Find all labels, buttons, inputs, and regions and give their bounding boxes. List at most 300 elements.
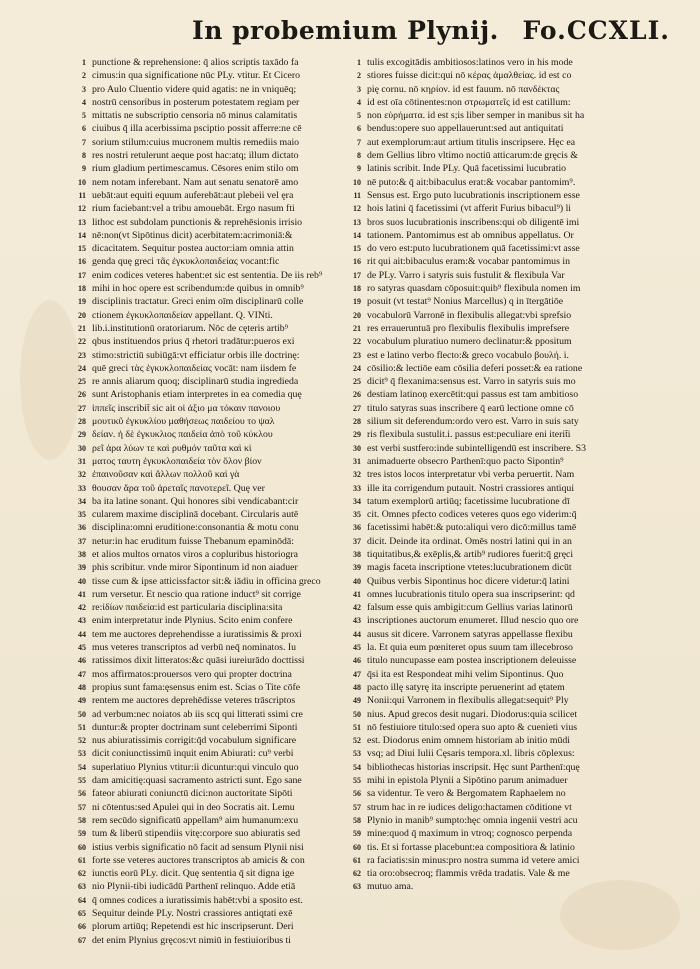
text-line [345,827,665,840]
text-line [70,96,340,109]
line-text: inscriptiones auctorum enumeret. Illud nescio quo ore [367,615,579,627]
text-line [70,428,340,441]
text-line [70,149,340,162]
text-line [345,229,665,242]
line-text: ἐπαινοῦσαν καὶ ἄλλων πολλοῦ καὶ γὰ [92,469,240,481]
line-number: 3 [82,84,86,94]
text-line [70,588,340,601]
folio-number: Fo.CCXLI. [522,16,670,45]
line-number: 28 [78,417,86,427]
line-text: ro satyras quasdam cōposuit:quib⁹ flexibula nomen im [367,283,581,295]
line-number: 59 [353,829,361,839]
line-text: det enim Plynius gręcos:vt nimiū in festiuioribus ti [92,934,291,946]
text-line [70,548,340,561]
text-line [70,202,340,215]
line-text: tum & liberū stipendiis vitę:corpore suo abiuratis sed [92,828,301,840]
line-text: lithoc est subdolam punctionis & reprehēsionis irrisio [92,216,303,228]
line-number: 46 [78,656,86,666]
line-number: 9 [357,164,361,174]
line-text: pro Aulo Cluentio videre quid agatis: ne in vniquēq; [92,83,297,95]
line-number: 11 [353,190,361,200]
line-text: quē greci τὰς ἐγκυκλοπαιδείας vocāt: nam iisdem fe [92,362,297,374]
line-number: 12 [353,204,361,214]
line-text: mittatis ne subscriptio censoria nō minus calamitatis [92,110,298,122]
line-text: strum hac in re iudices deligo:hactamen cōditione vt [367,801,572,813]
line-text: dicit. Deinde ita ordinat. Omēs nostri latini qui in an [367,535,572,547]
text-line [345,269,665,282]
text-line [70,335,340,348]
line-number: 43 [78,616,86,626]
line-number: 22 [353,337,361,347]
text-line [345,535,665,548]
text-line [345,242,665,255]
line-number: 49 [78,696,86,706]
text-line [70,854,340,867]
text-line [345,747,665,760]
text-line [345,761,665,774]
text-line [345,468,665,481]
line-text: tiquitatibus,& exēplis,& artib⁹ rudiores fuerit:q̄ gręci [367,548,574,560]
text-line [345,415,665,428]
line-number: 46 [353,656,361,666]
line-text: est. Diodorus enim omnem historiam ab initio mūdi [367,735,570,747]
text-line [345,428,665,441]
line-text: istius verbis significatio nō facit ad sensum Plynii nisi [92,841,304,853]
line-number: 67 [78,935,86,945]
line-text: enim interpretatur inde Plynius. Scito enim confere [92,615,293,627]
line-number: 38 [353,549,361,559]
line-text: destiam latinoņ exercētit:qui passus est tam ambitioso [367,389,579,401]
text-line [70,668,340,681]
text-line [345,83,665,96]
line-text: enim codices veteres habent:et sic est sententia. De iis reb⁹ [92,269,323,281]
line-number: 30 [78,443,86,453]
text-line [70,56,340,69]
line-text: μουτικῦ ἐγκυκλίου μαθήσεως παιδείου το ψαλ [92,416,275,428]
text-line [70,295,340,308]
line-text: ad verbum:nec noiatos ab iis scq qui litterati ssimi cre [92,708,303,720]
text-line [70,575,340,588]
line-text: cularem maxime disciplinā docebant. Circularis autē [92,509,299,521]
line-text: posuit (vt testat⁹ Nonius Marcellus) q in ītergātiōe [367,296,564,308]
line-number: 18 [78,284,86,294]
line-number: 42 [78,603,86,613]
line-number: 35 [353,510,361,520]
line-text: tulis excogitādis ambitiosos:latinos vero in his mode [367,57,573,68]
text-line [345,575,665,588]
line-text: stiores fuisse dicit:qui nō κέρας ἀμαλθείας. id est co [367,70,572,82]
line-number: 58 [353,815,361,825]
line-number: 8 [82,151,86,161]
text-line [345,309,665,322]
line-number: 25 [353,377,361,387]
text-line [345,694,665,707]
line-number: 10 [78,177,86,187]
line-number: 48 [353,682,361,692]
line-text: sunt Aristophanis etiam interpretes in ea comedia quę [92,389,302,401]
line-number: 26 [78,390,86,400]
text-line [70,109,340,122]
line-number: 15 [353,244,361,254]
text-line [345,69,665,82]
line-number: 40 [353,576,361,586]
line-text: animaduerte obsecro Parthenī:quo pacto Sipontin⁹ [367,455,564,467]
line-text: rium gladium pertimescamus. Cēsores enim stilo om [92,163,299,175]
text-line [70,388,340,401]
text-line [70,455,340,468]
text-line [345,255,665,268]
line-number: 28 [353,417,361,427]
line-text: id est oīa cōtinentes:non στρωματεῖς id est catillum: [367,96,571,108]
line-number: 53 [78,749,86,759]
line-number: 38 [78,549,86,559]
line-number: 2 [357,71,361,81]
line-text: rit qui ait:bibaculus eram:& vocabar pantomimus in [367,256,570,268]
line-number: 59 [78,829,86,839]
text-line [345,335,665,348]
line-number: 41 [78,589,86,599]
line-number: 34 [78,496,86,506]
line-number: 62 [353,869,361,879]
text-line [70,322,340,335]
line-text: mine:quod q̄ maximum in vtroq; cognosco perpenda [367,828,573,840]
text-line [345,708,665,721]
line-text: ille ita corrigendum putauit. Nostri crassiores antiqui [367,482,575,494]
line-text: Plynio in manib⁹ sumpto:hęc omnia ingenii vestri acu [367,814,578,826]
line-text: ρεῖ ἀρα λύων τε καὶ ρυθμόν ταῦτα καὶ κὶ [92,442,252,454]
line-text: mutuo ama. [367,881,414,893]
line-number: 66 [78,922,86,932]
text-line [345,442,665,455]
line-text: omnes lucubrationis titulo opera sua inscripserint: qd [367,588,575,600]
line-text: et alios multos ornatos viros a copluribus historiogra [92,548,298,560]
text-line [70,721,340,734]
line-number: 42 [353,603,361,613]
line-number: 26 [353,390,361,400]
text-line [345,189,665,202]
line-number: 65 [78,909,86,918]
line-number: 39 [353,563,361,573]
line-text: falsum esse quis ambigit:cum Gellius varias latinorū [367,602,573,614]
line-number: 16 [78,257,86,267]
line-text: mihi in hoc opere est scribendum:de quibus in omnib⁹ [92,283,304,295]
line-number: 33 [353,483,361,493]
line-number: 10 [353,177,361,187]
line-text: disciplinis tractatur. Greci enim oīm disciplinarū colle [92,296,304,308]
line-number: 40 [78,576,86,586]
line-text: q̄ omnes codices a iuratissimis habēt:vbi a sposito est. [92,894,303,906]
line-number: 32 [78,470,86,480]
line-number: 19 [78,297,86,307]
line-number: 64 [78,895,86,905]
line-text: nō festiuiore titulo:sed opera suo apto & cuenieti vius [367,721,578,733]
line-text: Sensus est. Ergo puto lucubrationis inscriptionem esse [367,189,580,201]
text-line [345,721,665,734]
line-text: de PLy. Varro i satyris suis fustulit & flexibula Var [367,269,565,281]
line-text: tem me auctores deprehendisse a iuratissimis & proxi [92,628,302,640]
line-text: sa videntur. Te vero & Bergomatem Raphaelem no [367,788,566,800]
line-number: 13 [353,217,361,227]
text-line [70,468,340,481]
text-line [345,295,665,308]
text-line [345,734,665,747]
line-text: disciplina:omni eruditione:consonantia & motu conu [92,522,299,534]
line-text: ni cōtentus:sed Apulei qui in deo Socratis ait. Lemu [92,801,295,813]
text-line [70,920,340,933]
line-text: ausus sit dicere. Varronem satyras appellasse flexibu [367,628,573,640]
text-line [70,242,340,255]
text-line [70,229,340,242]
line-text: nius. Apud grecos desit nugari. Diodorus:quia scilicet [367,708,578,720]
line-text: aut exemplorum:aut artium titulis inscripsere. Hęc ea [367,136,576,148]
line-text: superlatiuo Plynius vtitur:ii dicuntur:qui vinculo quo [92,761,299,773]
line-text: dicit⁹ q̄ flexanima:sensus est. Varro in satyris suis mo [367,376,576,388]
line-text: dam amicitię:quasi sacramento astricti sunt. Ego sane [92,775,302,787]
text-line [345,388,665,401]
line-number: 61 [353,855,361,865]
line-text: magis faceta inscriptione vtetes:lucubrationem dicūt [367,562,572,574]
text-line [70,641,340,654]
line-number: 6 [82,124,86,134]
text-line [70,136,340,149]
text-line [345,774,665,787]
line-number: 24 [353,363,361,373]
text-line [70,907,340,920]
text-line [345,814,665,827]
running-header [180,12,680,52]
text-line [345,176,665,189]
text-line [345,668,665,681]
text-line [345,282,665,295]
text-line [345,521,665,534]
left-text-column [70,56,340,947]
line-text: Quibus verbis Sipontinus hoc dicere videtur:q̄ latini [367,575,570,587]
line-text: est verbi sustfero:inde subintelligendū est inscribere. S3 [367,442,587,454]
text-line [345,614,665,627]
text-line [70,787,340,800]
line-number: 57 [78,802,86,812]
line-number: 56 [78,789,86,799]
line-number: 44 [353,629,361,639]
line-number: 44 [78,629,86,639]
line-text: propius sunt fama:ęsensus enim est. Scias o Tite cōfe [92,681,301,693]
line-number: 16 [353,257,361,267]
line-number: 54 [78,762,86,772]
line-text: nē:non(vt Sipōtinus dicit) acerbitatem:acrimoniā:& [92,229,293,241]
line-number: 30 [353,443,361,453]
line-number: 39 [78,563,86,573]
text-line [70,801,340,814]
text-line [345,508,665,521]
text-line [345,841,665,854]
line-number: 7 [82,137,86,147]
line-number: 54 [353,762,361,772]
line-text: fateor abiurati coniunctū dici:non auctoritate Sipōti [92,788,293,800]
line-text: q̄si ita est Respondeat mihi velim Sipontinus. Quo [367,668,564,680]
text-line [345,375,665,388]
line-text: δείαν. ἡ δὲ ἐγκυκλιος παιδεία ἀπὸ τοῦ κύκλου [92,429,273,441]
line-number: 56 [353,789,361,799]
line-text: cimus:in qua significatione nūc PLy. vtitur. Et Cicero [92,70,301,82]
line-number: 47 [353,669,361,679]
line-text: pacto illę satyrę ita inscripte peruenerint ad ętatem [367,681,565,693]
line-number: 33 [78,483,86,493]
line-number: 50 [353,709,361,719]
text-line [70,601,340,614]
line-number: 1 [82,58,86,67]
line-text: non εὑρήματα. id est s;is liber semper in manibus sit ha [367,110,585,122]
text-line [70,934,340,947]
line-text: tia oro:obsecroq; flammis vrēda tradatis. Vale & me [367,868,570,880]
line-number: 48 [78,682,86,692]
text-line [70,628,340,641]
text-line [70,694,340,707]
line-number: 52 [353,736,361,746]
text-line [70,535,340,548]
line-text: re:ἰδίων παιδεία:id est particularia disciplina:sita [92,602,283,614]
text-line [70,83,340,96]
text-line [345,109,665,122]
line-text: nē puto:& q̄ ait:bibaculus erat:& vocabar pantomim⁹. [367,176,576,188]
text-line [70,122,340,135]
line-text: punctione & reprehensione: q̄ alios scriptis taxādo fa [92,57,299,68]
text-line [70,216,340,229]
line-text: lib.i.institutionū oratoriarum. Nōc de cęteris artib⁹ [92,322,289,334]
text-line [345,548,665,561]
line-number: 55 [353,776,361,786]
line-text: latinis scribit. Inde PLy. Quā facetissimi lucubratio [367,163,567,175]
text-line [345,216,665,229]
line-number: 8 [357,151,361,161]
line-number: 27 [353,403,361,413]
line-text: la. Et quia eum pœniteret opus suum tam illecebroso [367,642,573,654]
line-number: 2 [82,71,86,81]
line-number: 41 [353,589,361,599]
text-line [70,774,340,787]
text-line [345,654,665,667]
line-number: 18 [353,284,361,294]
line-number: 60 [78,842,86,852]
text-line [70,894,340,907]
line-number: 51 [353,722,361,732]
line-number: 14 [353,230,361,240]
line-text: uebāt:aut equiti equum auferebāt:aut plebeii vel ęra [92,189,294,201]
line-text: iunctis eorū PLy. dicit. Quę sententia q̄ sit digna ige [92,868,295,880]
line-text: bendus:opere suo appellauerunt:sed aut antiquitati [367,123,564,135]
text-line [345,588,665,601]
line-number: 63 [78,882,86,892]
line-text: res erraueruntuā pro flexibulis flexibulis imprefsere [367,322,570,334]
line-number: 36 [78,523,86,533]
text-line [345,641,665,654]
line-text: genda quę greci τᾶς ἐγκυκλοπαιδείας vocant:fic [92,256,280,268]
line-number: 29 [78,430,86,440]
line-text: dicacitatem. Sequitur postea auctor:iam omnia attin [92,243,294,255]
line-text: plorum artiūq; Repetendi est hic inscripserunt. Deri [92,921,294,933]
line-text: rem secūdo significatū appellam⁹ aim humanum:exu [92,814,299,826]
line-number: 37 [78,536,86,546]
line-text: forte sse veteres auctores transcriptos ab amicis & con [92,854,305,866]
line-text: ματος ταυτη ἐγκυκλοπαιδεία τὸν ὅλον βίον [92,455,262,467]
line-number: 17 [78,270,86,280]
line-number: 35 [78,510,86,520]
text-line [70,734,340,747]
text-line [345,202,665,215]
line-number: 37 [353,536,361,546]
line-text: nus abiuratissimis corrigit:q̄d vocabulum significare [92,735,297,747]
line-number: 22 [78,337,86,347]
line-number: 58 [78,815,86,825]
line-text: do vero est:puto lucubrationem quā facetissimi:vt asse [367,243,580,255]
line-number: 49 [353,696,361,706]
line-number: 60 [353,842,361,852]
line-text: est e latino verbo flecto:& greco vocabulo βουλή. i. [367,349,569,361]
text-line [70,521,340,534]
line-number: 47 [78,669,86,679]
line-number: 50 [78,709,86,719]
line-text: tis. Et si fortasse placebunt:ea compositiora & latinio [367,841,575,853]
line-text: ratissimos dixit litteratos:&c quāsi iureiurādo docttissi [92,655,305,667]
line-text: titulo nuncupasse eam postea inscriptionem deleuisse [367,655,577,667]
text-line [70,761,340,774]
line-number: 15 [78,244,86,254]
line-number: 51 [78,722,86,732]
line-number: 9 [82,164,86,174]
line-number: 11 [78,190,86,200]
line-text: stimo:strictiū subiūgā:vt efficiatur orbis ille doctrinę: [92,349,300,361]
line-number: 14 [78,230,86,240]
line-text: sorium stilum:cuius mucronem multis remediis maio [92,136,300,148]
text-line [70,614,340,627]
line-text: vocabulorū Varronē in flexibulis allegat:vbi sprefsio [367,309,572,321]
line-number: 45 [353,643,361,653]
line-text: nio Plynii-tibi iudicādū Parthenī relinquo. Adde etiā [92,881,296,893]
line-text: hois latini q̄ facetissimi (vt afferit Furius bibacul⁹) li [367,203,572,215]
line-number: 24 [78,363,86,373]
line-text: mihi in epistola Plynii a Sipōtino parum animaduer [367,775,568,787]
line-number: 27 [78,403,86,413]
text-line [70,269,340,282]
text-line [345,601,665,614]
text-line [70,415,340,428]
line-text: ra faciatis:sin minus:pro nostra summa id vetere amici [367,854,580,866]
line-text: rum versetur. Et nescio qua ratione induct⁹ sit corrige [92,588,301,600]
line-text: rium faciebant:vel a tribu amouebāt. Ergo nasum fti [92,203,295,215]
text-line [70,189,340,202]
line-text: res nostri retulerunt aeque post hac:atq; illum dictato [92,150,299,162]
line-number: 5 [82,111,86,121]
text-line [345,402,665,415]
line-text: titulo satyras suas inscribere q̄ earū lectione omne cō [367,402,574,414]
line-text: tatum exemplorū artiūq; facetissime lucubratione dī [367,495,570,507]
text-line [345,495,665,508]
line-number: 7 [357,137,361,147]
text-line [70,814,340,827]
line-number: 21 [353,323,361,333]
line-text: re annis aliarum quoq; disciplinarū studia ingredieda [92,376,299,388]
line-text: mos affirmatos:prouersos vero qui propter doctrina [92,668,292,680]
text-line [70,841,340,854]
line-text: ctionem ἐγκυκλοπαιδείαν appellant. Q. VINti. [92,309,273,321]
page-title: In probemium Plynij. [192,16,499,45]
text-line [70,867,340,880]
line-text: ἱππεῖς inscribit̄ sic ait οἱ ἀξιο μα τόκαιν πανοιου [92,402,281,414]
line-number: 55 [78,776,86,786]
text-line [70,561,340,574]
line-number: 63 [353,882,361,892]
line-number: 12 [78,204,86,214]
line-number: 3 [357,84,361,94]
